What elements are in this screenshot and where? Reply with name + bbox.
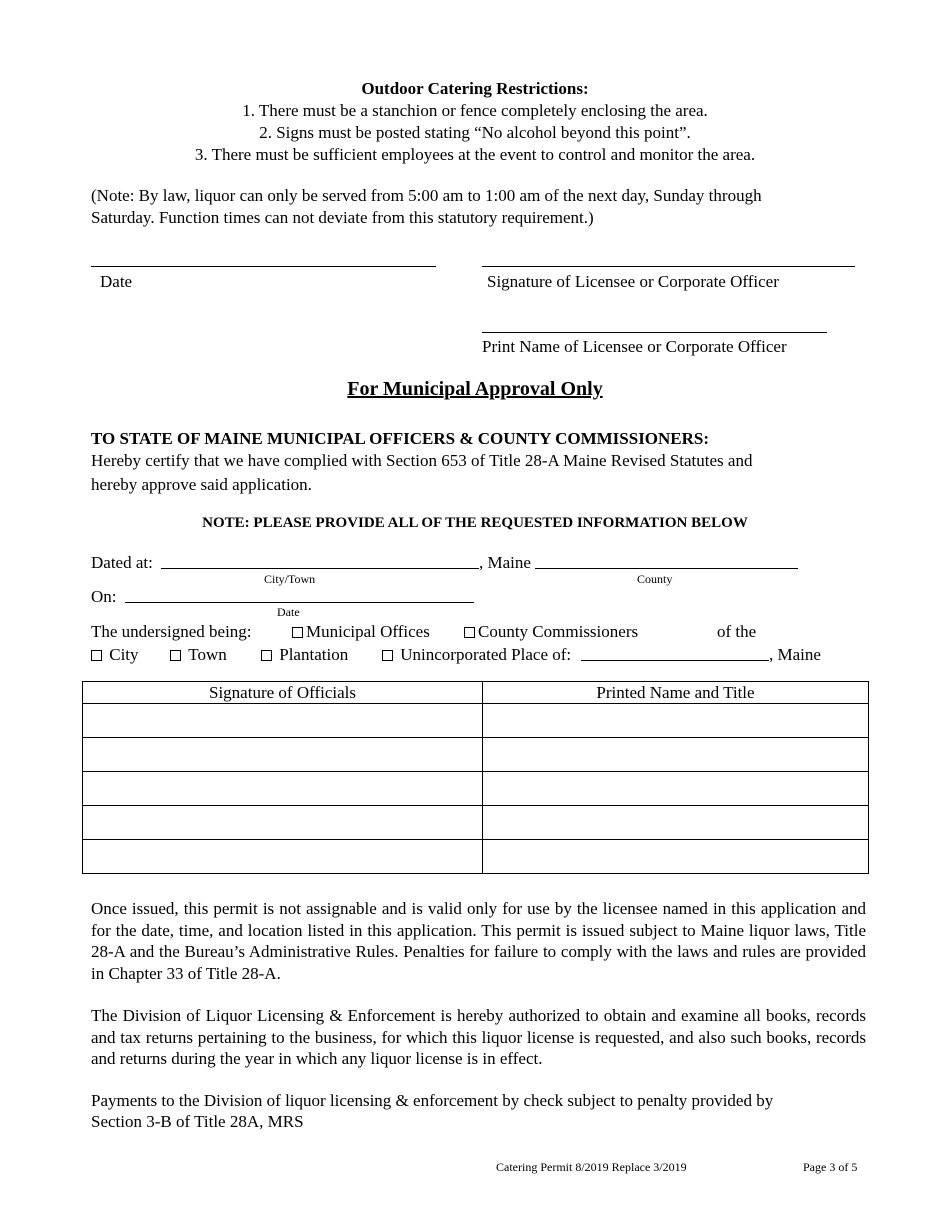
officials-table-row <box>83 840 869 874</box>
outdoor-heading: Outdoor Catering Restrictions: <box>361 79 589 98</box>
municipal-title: For Municipal Approval Only <box>347 378 603 400</box>
city-option[interactable] <box>91 645 139 665</box>
on-date-caption: Date <box>277 605 300 619</box>
outdoor-item-2: 2. Signs must be posted stating “No alcohol beyond this point”. <box>259 123 691 142</box>
maine-label: , Maine <box>479 553 531 572</box>
printed-name-title-header: Printed Name and Title <box>483 682 869 704</box>
official-signature-cell[interactable] <box>83 704 483 738</box>
officials-table <box>82 681 869 874</box>
officials-table-header <box>83 682 869 704</box>
certify-line-2: hereby approve said application. <box>91 475 312 494</box>
of-the-label: of the <box>717 622 757 641</box>
official-name-title-cell[interactable] <box>483 806 869 840</box>
municipal-offices-checkbox[interactable] <box>292 627 303 638</box>
city-label: City <box>109 645 139 664</box>
print-name-label: Print Name of Licensee or Corporate Officer <box>482 337 787 356</box>
town-label: Town <box>188 645 227 664</box>
city-town-field[interactable] <box>161 568 479 569</box>
officials-table-body <box>83 704 869 874</box>
official-name-title-cell[interactable] <box>483 704 869 738</box>
on-date-field[interactable] <box>125 602 474 603</box>
plantation-label: Plantation <box>279 645 349 664</box>
officials-table-row <box>83 806 869 840</box>
division-paragraph: The Division of Liquor Licensing & Enforcement is hereby authorized to obtain and examine all books, records and tax returns pertaining to the business, for which this liquor license is requested, and also such books, records and returns during the year in which any liquor license is in effect. <box>91 1006 866 1068</box>
town-option[interactable] <box>170 645 227 665</box>
official-signature-cell[interactable] <box>83 840 483 874</box>
unincorporated-place-field[interactable] <box>581 660 769 661</box>
signature-line[interactable] <box>482 266 855 267</box>
undersigned-label: The undersigned being: <box>91 622 252 641</box>
city-town-caption: City/Town <box>264 572 316 586</box>
signature-label: Signature of Licensee or Corporate Officer <box>487 272 779 291</box>
county-commissioners-option[interactable] <box>464 622 638 642</box>
town-checkbox[interactable] <box>170 650 181 661</box>
once-issued-paragraph: Once issued, this permit is not assignable and is valid only for use by the licensee named in this application and for the date, time, and location listed in this application. This permit is issued subject to Maine liquor laws, Title 28-A and the Bureau’s Administrative Rules. Penalties for failure to comply with the laws and rules are provided in Chapter 33 of Title 28-A. <box>91 899 866 983</box>
official-name-title-cell[interactable] <box>483 772 869 806</box>
plantation-checkbox[interactable] <box>261 650 272 661</box>
official-name-title-cell[interactable] <box>483 738 869 772</box>
to-officers-heading: TO STATE OF MAINE MUNICIPAL OFFICERS & COUNTY COMMISSIONERS: <box>91 429 710 448</box>
unincorporated-option[interactable] <box>382 645 571 665</box>
hours-note-line-1: (Note: By law, liquor can only be served from 5:00 am to 1:00 am of the next day, Sunday through <box>91 186 762 205</box>
official-signature-cell[interactable] <box>83 806 483 840</box>
official-signature-cell[interactable] <box>83 772 483 806</box>
signature-of-officials-header: Signature of Officials <box>83 682 483 704</box>
county-commissioners-label: County Commissioners <box>478 622 639 641</box>
official-name-title-cell[interactable] <box>483 840 869 874</box>
page-number: Page 3 of 5 <box>803 1160 858 1174</box>
municipal-offices-label: Municipal Offices <box>306 622 430 641</box>
certify-line-1: Hereby certify that we have complied with Section 653 of Title 28-A Maine Revised Statutes and <box>91 451 753 470</box>
dated-at-label: Dated at: <box>91 553 153 572</box>
hours-note-line-2: Saturday. Function times can not deviate from this statutory requirement.) <box>91 208 594 227</box>
payments-line-2: Section 3-B of Title 28A, MRS <box>91 1112 304 1131</box>
on-label: On: <box>91 587 117 606</box>
provide-info-note: NOTE: PLEASE PROVIDE ALL OF THE REQUESTED INFORMATION BELOW <box>202 515 748 531</box>
unincorporated-label: Unincorporated Place of: <box>400 645 572 664</box>
outdoor-item-3: 3. There must be sufficient employees at the event to control and monitor the area. <box>194 145 756 164</box>
date-line[interactable] <box>91 266 436 267</box>
officials-table-row <box>83 738 869 772</box>
officials-table-row <box>83 772 869 806</box>
outdoor-item-1: 1. There must be a stanchion or fence completely enclosing the area. <box>242 101 708 120</box>
city-checkbox[interactable] <box>91 650 102 661</box>
county-caption: County <box>637 572 673 586</box>
unincorporated-maine-label: , Maine <box>769 645 821 664</box>
county-field[interactable] <box>535 568 798 569</box>
unincorporated-checkbox[interactable] <box>382 650 393 661</box>
print-name-line[interactable] <box>482 332 827 333</box>
officials-table-row <box>83 704 869 738</box>
plantation-option[interactable] <box>261 645 348 665</box>
date-label: Date <box>100 272 133 291</box>
payments-line-1: Payments to the Division of liquor licensing & enforcement by check subject to penalty provided by <box>91 1091 774 1110</box>
county-commissioners-checkbox[interactable] <box>464 627 475 638</box>
form-id: Catering Permit 8/2019 Replace 3/2019 <box>496 1160 687 1174</box>
municipal-offices-option[interactable] <box>292 622 430 642</box>
official-signature-cell[interactable] <box>83 738 483 772</box>
